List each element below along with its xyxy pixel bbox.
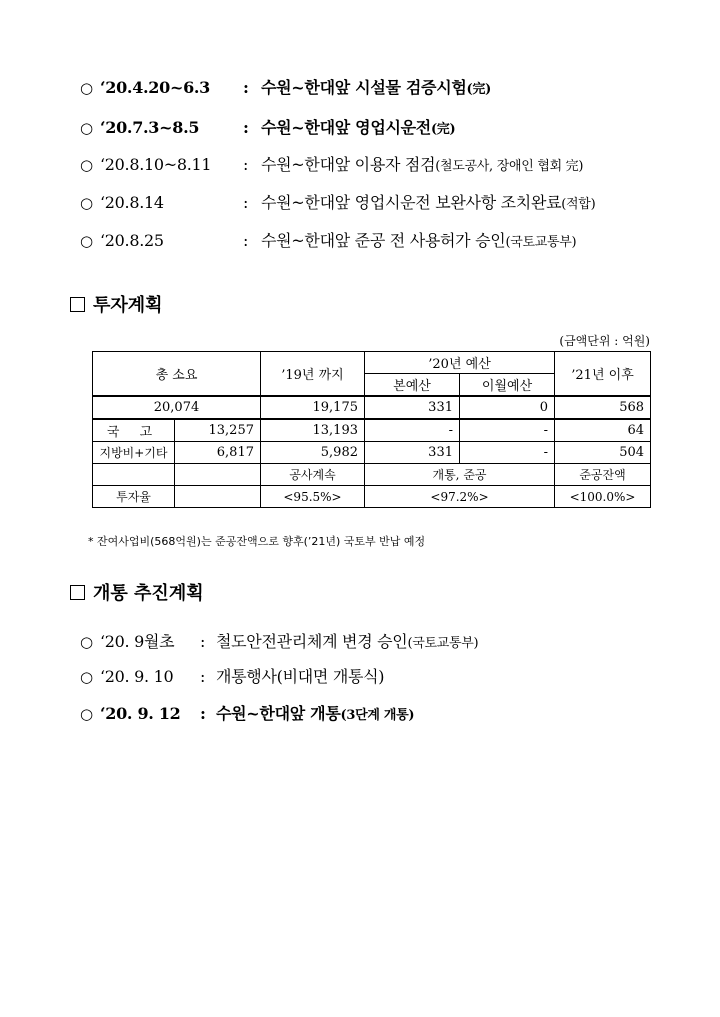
table-header-row: [93, 352, 651, 374]
schedule-item: [0, 155, 720, 185]
cell-empty: [175, 486, 261, 508]
schedule-date: ‘20.7.3~8.5: [100, 118, 200, 137]
schedule-date: ‘20.4.20~6.3: [100, 78, 211, 97]
schedule-item: [0, 193, 720, 223]
cell-after21: 64: [555, 419, 651, 442]
cell-status-after21: 준공잔액: [555, 464, 651, 486]
cell-total: 20,074: [93, 396, 261, 419]
schedule-item: [0, 78, 720, 108]
bullet-icon: ○: [80, 633, 94, 651]
schedule-text: 수원~한대앞 준공 전 사용허가 승인(국토교통부): [261, 231, 577, 250]
schedule-colon: :: [243, 155, 249, 174]
schedule-date: ‘20.8.14: [100, 193, 164, 212]
opening-colon: :: [200, 632, 206, 651]
opening-date: ‘20. 9월초: [100, 632, 175, 651]
header-total: 총 소요: [93, 352, 261, 397]
table-row-total: [93, 396, 651, 419]
row-label: 국 고: [93, 419, 175, 442]
table-row-rate: [93, 486, 651, 508]
bullet-icon: ○: [80, 668, 94, 686]
header-budget20: ’20년 예산: [365, 352, 555, 374]
row-label: 지방비+기타: [93, 442, 175, 464]
schedule-text: 수원~한대앞 영업시운전 보완사항 조치완료(적합): [261, 193, 596, 212]
header-until19: ’19년 까지: [261, 352, 365, 397]
cell-total: 13,257: [175, 419, 261, 442]
opening-colon: :: [200, 704, 206, 723]
row-label: 투자율: [93, 486, 175, 508]
opening-text: 개통행사(비대면 개통식): [216, 667, 385, 686]
unit-label: (금액단위 : 억원): [559, 334, 650, 348]
checkbox-square-icon: [70, 297, 85, 312]
cell-carryover: 0: [460, 396, 555, 419]
cell-carryover: -: [460, 442, 555, 464]
header-main-budget: 본예산: [365, 374, 460, 397]
section-heading-opening: 개통 추진계획: [70, 582, 204, 606]
cell-until19: 19,175: [261, 396, 365, 419]
cell-carryover: -: [460, 419, 555, 442]
cell-rate-budget20: <97.2%>: [365, 486, 555, 508]
cell-status-budget20: 개통, 준공: [365, 464, 555, 486]
bullet-icon: ○: [80, 156, 94, 174]
checkbox-square-icon: [70, 585, 85, 600]
section-heading-investment: 투자계획: [70, 294, 163, 318]
table-row-local: [93, 442, 651, 464]
schedule-date: ‘20.8.10~8.11: [100, 155, 212, 174]
cell-main-budget: -: [365, 419, 460, 442]
cell-main-budget: 331: [365, 442, 460, 464]
cell-until19: 13,193: [261, 419, 365, 442]
cell-until19: 5,982: [261, 442, 365, 464]
table-row-status: [93, 464, 651, 486]
schedule-colon: :: [243, 118, 249, 137]
investment-table: [92, 351, 651, 508]
cell-empty: [175, 464, 261, 486]
footnote: * 잔여사업비(568억원)는 준공잔액으로 향후(’21년) 국토부 반납 예정: [88, 535, 426, 548]
opening-item: [0, 667, 720, 697]
schedule-text: 수원~한대앞 영업시운전(完): [261, 118, 456, 137]
opening-item: [0, 632, 720, 662]
opening-date: ‘20. 9. 12: [100, 704, 181, 723]
opening-text: 철도안전관리체계 변경 승인(국토교통부): [216, 632, 479, 651]
bullet-icon: ○: [80, 119, 94, 137]
schedule-item: [0, 118, 720, 148]
header-carryover: 이월예산: [460, 374, 555, 397]
opening-text: 수원~한대앞 개통(3단계 개통): [216, 704, 415, 723]
schedule-colon: :: [243, 231, 249, 250]
bullet-icon: ○: [80, 705, 94, 723]
bullet-icon: ○: [80, 232, 94, 250]
opening-item: [0, 704, 720, 734]
cell-rate-after21: <100.0%>: [555, 486, 651, 508]
cell-after21: 568: [555, 396, 651, 419]
cell-main-budget: 331: [365, 396, 460, 419]
cell-total: 6,817: [175, 442, 261, 464]
cell-rate-until19: <95.5%>: [261, 486, 365, 508]
bullet-icon: ○: [80, 79, 94, 97]
schedule-colon: :: [243, 193, 249, 212]
schedule-item: [0, 231, 720, 261]
cell-after21: 504: [555, 442, 651, 464]
cell-empty: [93, 464, 175, 486]
bullet-icon: ○: [80, 194, 94, 212]
cell-status-until19: 공사계속: [261, 464, 365, 486]
header-after21: ’21년 이후: [555, 352, 651, 397]
schedule-text: 수원~한대앞 이용자 점검(철도공사, 장애인 협회 完): [261, 155, 584, 174]
table-row-national: [93, 419, 651, 442]
schedule-date: ‘20.8.25: [100, 231, 164, 250]
schedule-colon: :: [243, 78, 249, 97]
opening-date: ‘20. 9. 10: [100, 667, 174, 686]
schedule-text: 수원~한대앞 시설물 검증시험(完): [261, 78, 491, 97]
opening-colon: :: [200, 667, 206, 686]
